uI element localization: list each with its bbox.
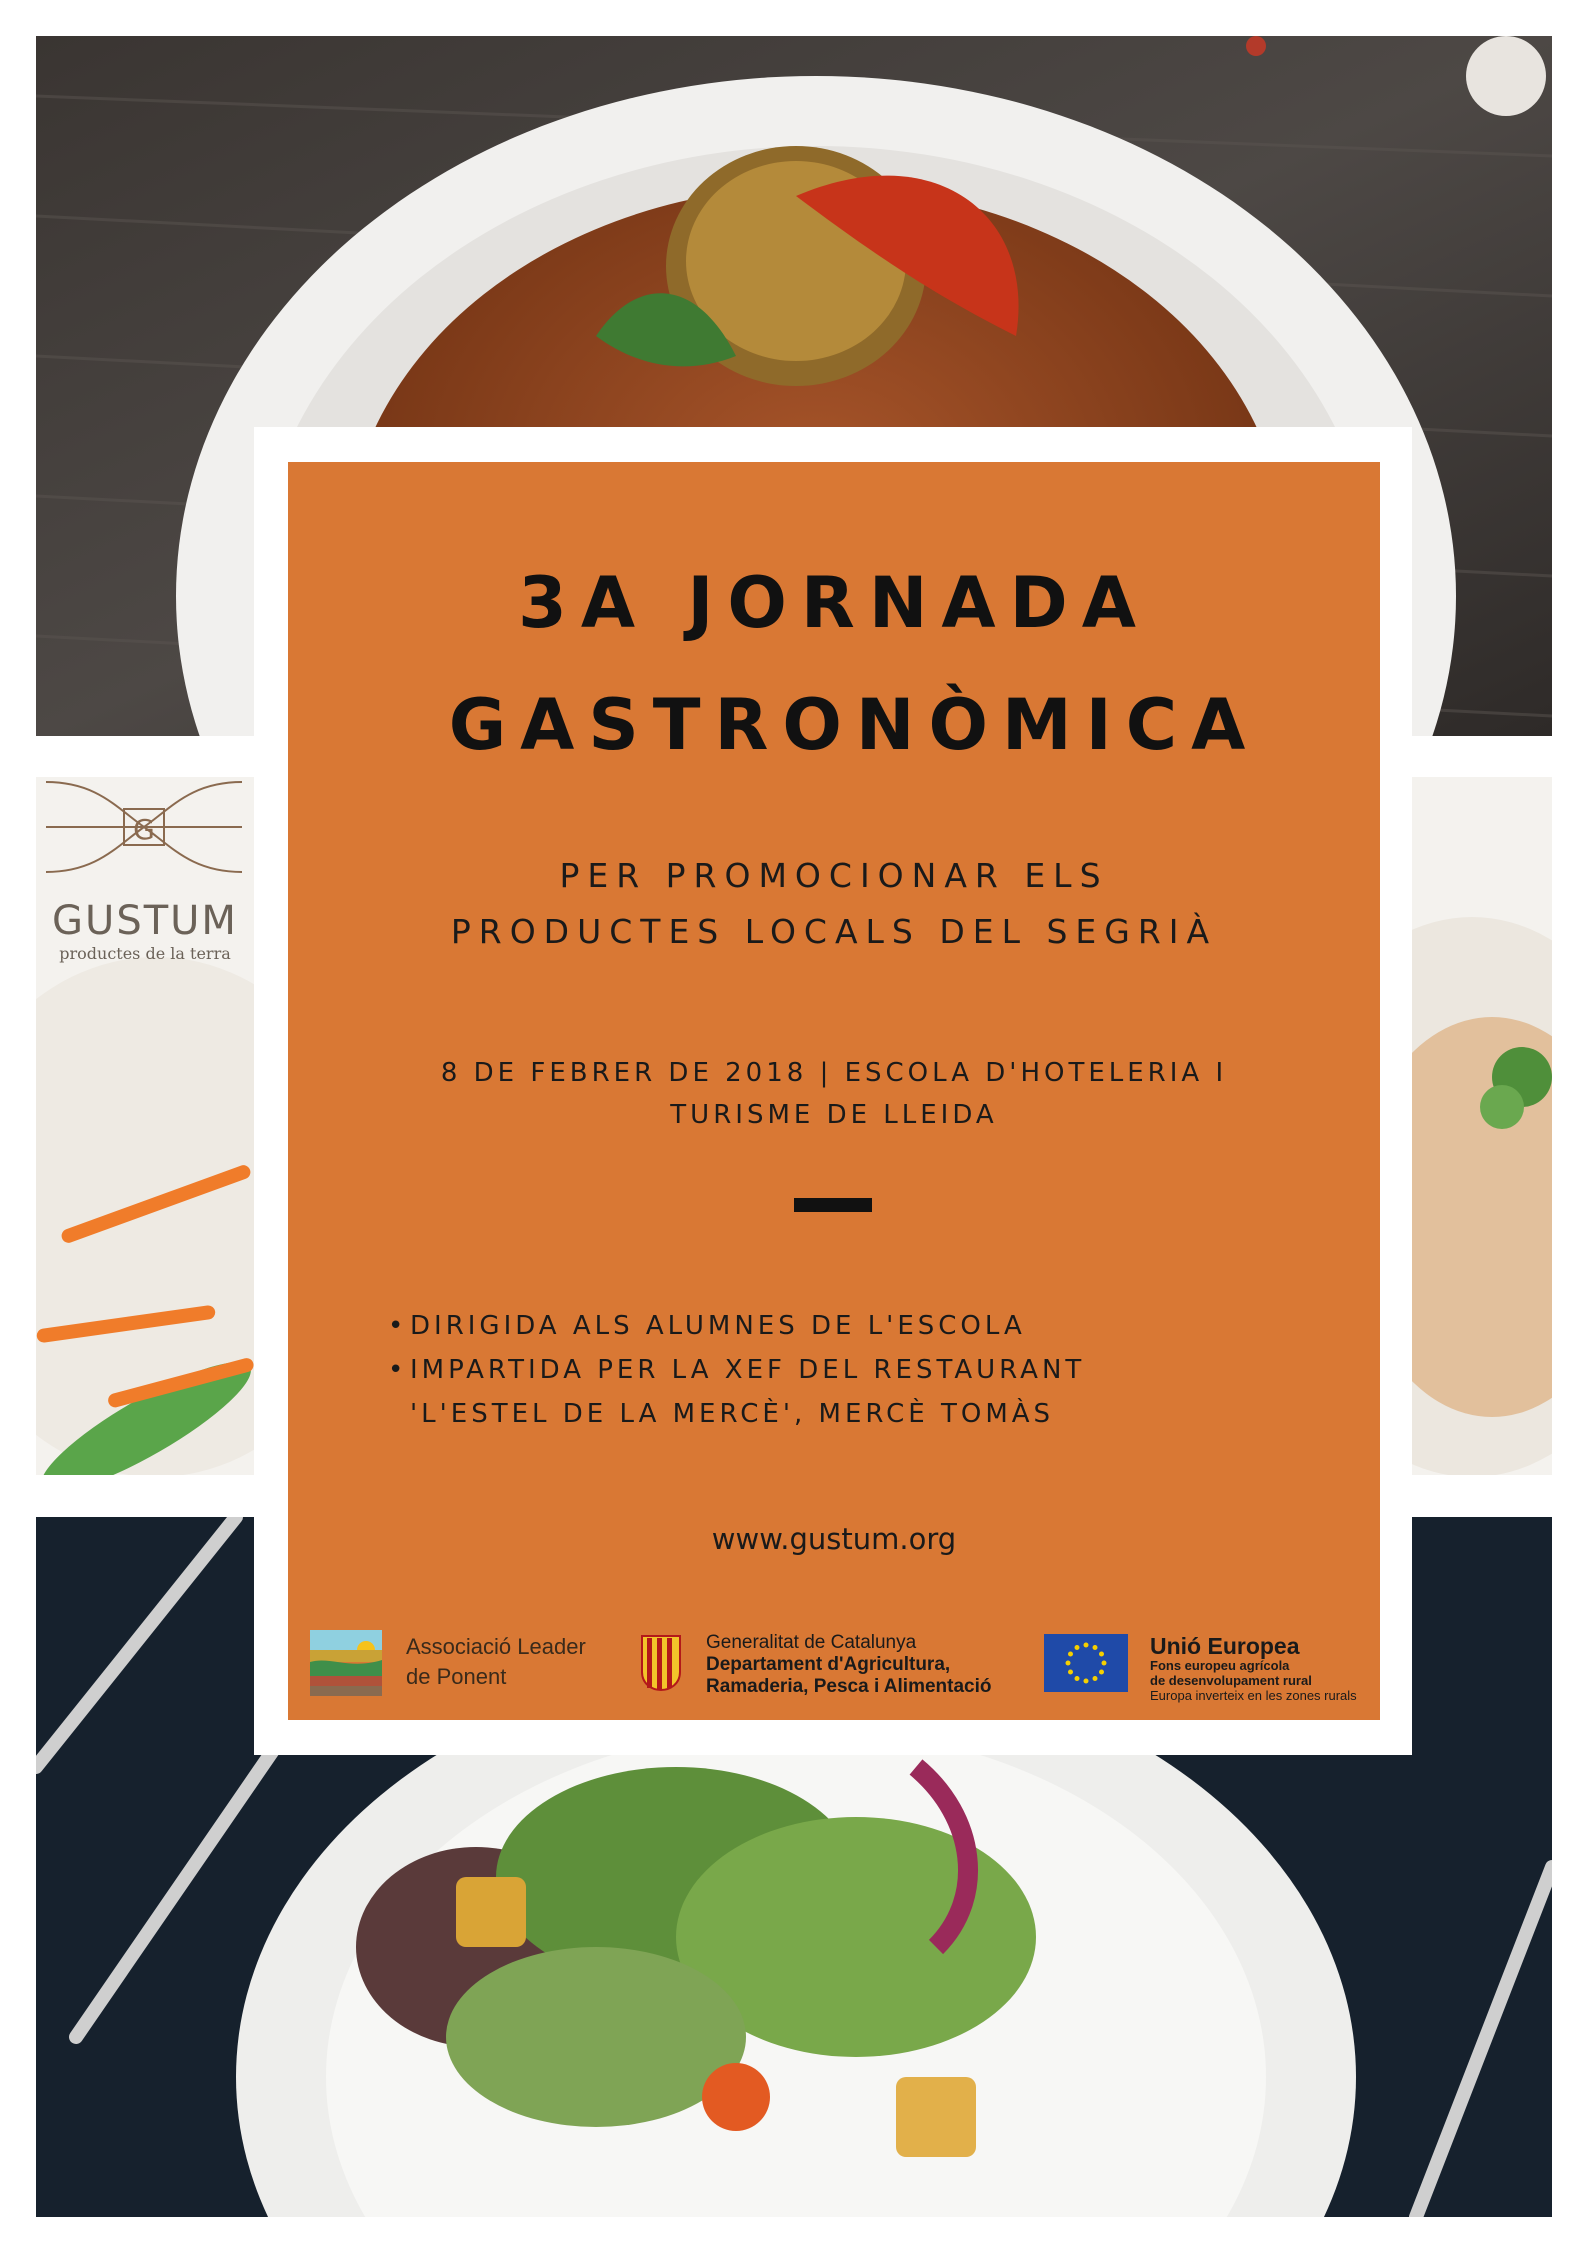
title-line-2: GASTRONÒMICA bbox=[448, 684, 1260, 766]
eu-logo-text bbox=[1150, 1634, 1380, 1703]
list-item bbox=[388, 1348, 1288, 1392]
catalan-flag-icon bbox=[640, 1634, 682, 1692]
divider bbox=[794, 1198, 872, 1212]
photo-vegetables-right bbox=[1412, 777, 1552, 1475]
event-date: 8 DE FEBRER DE 2018 | ESCOLA D'HOTELERIA I bbox=[440, 1058, 1228, 1088]
eu-title: Unió Europea bbox=[1150, 1633, 1300, 1659]
brand-name: GUSTUM bbox=[52, 898, 238, 944]
gencat-line-1: Generalitat de Catalunya bbox=[706, 1632, 917, 1653]
gustum-initial: G bbox=[133, 813, 155, 846]
leader-line-1: Associació Leader bbox=[406, 1634, 586, 1659]
eu-line-1: Fons europeu agrícola bbox=[1150, 1658, 1290, 1673]
title-line-1: 3A JORNADA bbox=[518, 562, 1150, 644]
bullet-text: DIRIGIDA ALS ALUMNES DE L'ESCOLA bbox=[410, 1311, 1026, 1341]
eu-line-3: Europa inverteix en les zones rurals bbox=[1150, 1688, 1357, 1703]
website-link[interactable]: www.gustum.org bbox=[711, 1522, 957, 1556]
subtitle-line-1: PER PROMOCIONAR ELS bbox=[559, 856, 1109, 895]
gustum-logo bbox=[36, 777, 254, 977]
gencat-logo-text bbox=[706, 1632, 1046, 1698]
eu-flag-icon bbox=[1044, 1634, 1128, 1692]
gencat-line-3: Ramaderia, Pesca i Alimentació bbox=[706, 1676, 992, 1697]
list-item bbox=[388, 1304, 1288, 1348]
subtitle-line-2: PRODUCTES LOCALS DEL SEGRIÀ bbox=[450, 912, 1218, 951]
gencat-line-2: Departament d'Agricultura, bbox=[706, 1654, 951, 1675]
leader-logo-text bbox=[406, 1632, 616, 1692]
event-venue: TURISME DE LLEIDA bbox=[670, 1100, 998, 1130]
bullet-text: IMPARTIDA PER LA XEF DEL RESTAURANT bbox=[410, 1355, 1086, 1385]
details-list bbox=[388, 1304, 1288, 1436]
event-card bbox=[288, 462, 1380, 1720]
brand-tagline: productes de la terra bbox=[59, 944, 231, 963]
landscape-logo-icon bbox=[310, 1630, 382, 1696]
eu-line-2: de desenvolupament rural bbox=[1150, 1673, 1312, 1688]
gustum-ornament-logo bbox=[36, 777, 254, 897]
bullet-icon: • bbox=[388, 1355, 408, 1385]
leader-line-2: de Ponent bbox=[406, 1664, 507, 1689]
bullet-continuation: 'L'ESTEL DE LA MERCÈ', MERCÈ TOMÀS bbox=[410, 1399, 1055, 1429]
bullet-icon: • bbox=[388, 1311, 408, 1341]
